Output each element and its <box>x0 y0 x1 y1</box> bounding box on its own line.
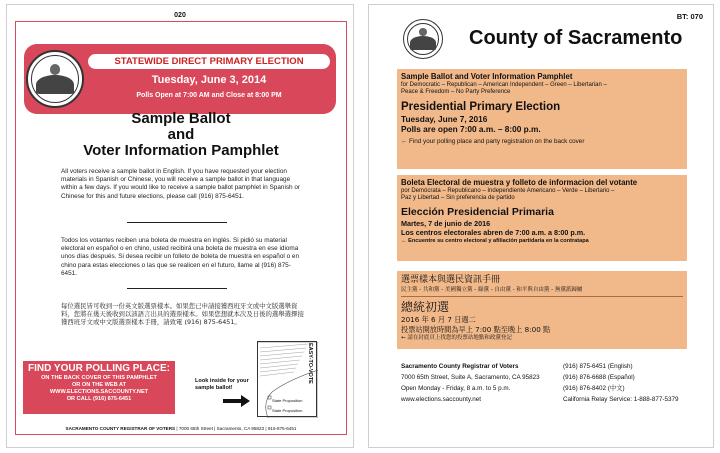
fold-label: State Proposition <box>272 398 303 403</box>
paragraph-chinese: 每位選民皆可收到一份英文版選票樣本。如果您已申請接獲西班牙文或中文版選舉資料，您將在幾天後收到以該語言出具的選票樣本。如果您想就本次及日後的選舉選擇接獲西班牙文或中文版選票樣本手冊，請致電 (916) 875-6451。 <box>61 302 304 327</box>
paragraph-spanish: Todos los votantes reciben una boleta de muestra en inglés. Si pidió su material electoral en español o en chino, usted recibirá una boleta de muestra en ese idioma unos días después. Si desea recibir un folleto de boleta de muestra en español o en chino para estas elecciones o las que se realicen en el futuro, llame al (916) 875-6451. <box>61 237 300 277</box>
registrar-name: Sacramento County Registrar of Voters <box>401 363 519 370</box>
office-hours: Open Monday - Friday, 8 a.m. to 5 p.m. <box>401 385 511 392</box>
find-title: FIND YOUR POLLING PLACE: <box>27 363 171 374</box>
left-footer <box>15 426 347 431</box>
polls-hours: 投票站開放時間為早上 7:00 點至晚上 8:00 點 <box>401 324 551 334</box>
box-heading: Boleta Electoral de muestra y folleto de informacion del votante <box>401 178 638 187</box>
paragraph-english: All voters receive a sample ballot in English. If you have requested your election materials in Spanish or Chinese, you will receive a sample ballot in that language within a few days. If you would like to receive a sample ballot pamphlet in Spanish or Chinese for this and future elections, please call (916) 875-6451. <box>61 168 301 200</box>
website-link[interactable]: www.elections.saccounty.net <box>401 396 482 403</box>
phone-chinese[interactable]: (916) 876-8402 (中文) <box>563 385 625 392</box>
look-inside-text: Look inside for your sample ballot! <box>195 378 249 391</box>
polls-hours: Polls Open at 7:00 AM and Close at 8:00 PM <box>136 92 282 99</box>
right-pamphlet-page <box>368 4 714 448</box>
party-list: Paz y Libertad – Sin preferencia de partido <box>401 195 515 202</box>
election-banner <box>24 44 336 114</box>
election-title: STATEWIDE DIRECT PRIMARY ELECTION <box>88 54 330 69</box>
divider <box>127 222 227 223</box>
party-list: Peace & Freedom – No Party Preference <box>401 89 511 96</box>
county-seal-icon <box>403 19 443 59</box>
title-line-2: and <box>167 126 195 143</box>
find-polling-place-box <box>23 361 175 414</box>
box-heading: Sample Ballot and Voter Information Pamphlet <box>401 72 573 81</box>
election-date: 2016 年 6 月 7 日週二 <box>401 315 476 324</box>
phone-contacts <box>563 361 679 405</box>
footer-org: SACRAMENTO COUNTY REGISTRAR OF VOTERS <box>65 426 176 431</box>
divider <box>127 288 227 289</box>
bt-label: BT: 070 <box>676 12 703 21</box>
find-line: OR CALL (916) 875-6451 <box>66 396 132 402</box>
party-list: 民主黨 - 共和黨 - 美國獨立黨 - 綠黨 - 自由黨 - 和平與自由黨 - 無黨派歸屬 <box>401 287 583 293</box>
relay-service[interactable]: California Relay Service: 1-888-877-5379 <box>563 396 679 403</box>
arrow-right-icon <box>223 394 251 408</box>
election-date: Tuesday, June 7, 2016 <box>401 114 488 125</box>
english-info-box <box>397 69 687 169</box>
arrow-left-icon: ← <box>401 238 407 245</box>
fold-label: State Proposition <box>272 408 303 413</box>
chinese-info-box <box>397 271 687 349</box>
spanish-info-box <box>397 175 687 261</box>
find-text: 請在封底頁上找您的投票站地點和政黨登記 <box>407 335 512 341</box>
election-date: Tuesday, June 3, 2014 <box>151 74 267 86</box>
election-date: Martes, 7 de junio de 2016 <box>401 219 491 229</box>
election-name: Presidential Primary Election <box>401 101 561 114</box>
county-title: County of Sacramento <box>469 27 683 49</box>
divider <box>401 296 683 297</box>
election-name: 總統初選 <box>401 300 450 314</box>
polls-hours: Los centros electorales abren de 7:00 a.m. a 8:00 p.m. <box>401 228 586 238</box>
find-polling-line <box>401 138 683 146</box>
party-list: for Democratic – Republican – American Independent – Green – Libertarian – <box>401 81 607 88</box>
polls-hours: Polls are open 7:00 a.m. – 8:00 p.m. <box>401 124 541 135</box>
fold-labels <box>272 398 302 413</box>
footer-address: | 7000 65th Street | Sacramento, CA 95823 | 916-875-6451 <box>175 426 297 431</box>
easy-to-vote-tab <box>304 343 314 413</box>
find-web-link[interactable]: WWW.ELECTIONS.SACCOUNTY.NET <box>49 389 149 395</box>
page-number: 020 <box>174 12 186 19</box>
arrow-left-icon: ← <box>401 138 408 146</box>
party-list: por Demócrata – Republicano – Independiente Americano – Verde – Libertario – <box>401 187 615 194</box>
document-title <box>15 111 347 159</box>
find-text: Encuentre su centro electoral y afiliación partidaria en la contratapa <box>408 238 589 245</box>
title-line-3: Voter Information Pamphlet <box>83 142 279 159</box>
find-line: ON THE BACK COVER OF THIS PAMPHLET <box>41 375 157 381</box>
phone-spanish[interactable]: (916) 876-6688 (Español) <box>563 374 635 381</box>
registrar-contact <box>401 361 540 405</box>
election-name: Elección Presidencial Primaria <box>401 206 554 219</box>
title-line-1: Sample Ballot <box>131 110 231 127</box>
find-line: OR ON THE WEB AT <box>71 382 127 388</box>
find-polling-line <box>401 237 683 245</box>
registrar-address: 7000 65th Street, Suite A, Sacramento, CA 95823 <box>401 374 540 381</box>
find-text: Find your polling place and party registration on the back cover <box>409 138 585 146</box>
box-heading: 選票樣本與選民資訊手冊 <box>401 275 501 285</box>
county-seal-icon <box>26 50 84 108</box>
phone-english[interactable]: (916) 875-6451 (English) <box>563 363 633 370</box>
left-pamphlet-page <box>6 4 354 448</box>
easy-to-vote-label: EASY-TO-VOTE <box>307 343 313 384</box>
arrow-left-icon: ← <box>401 335 406 341</box>
find-polling-line <box>401 334 683 342</box>
